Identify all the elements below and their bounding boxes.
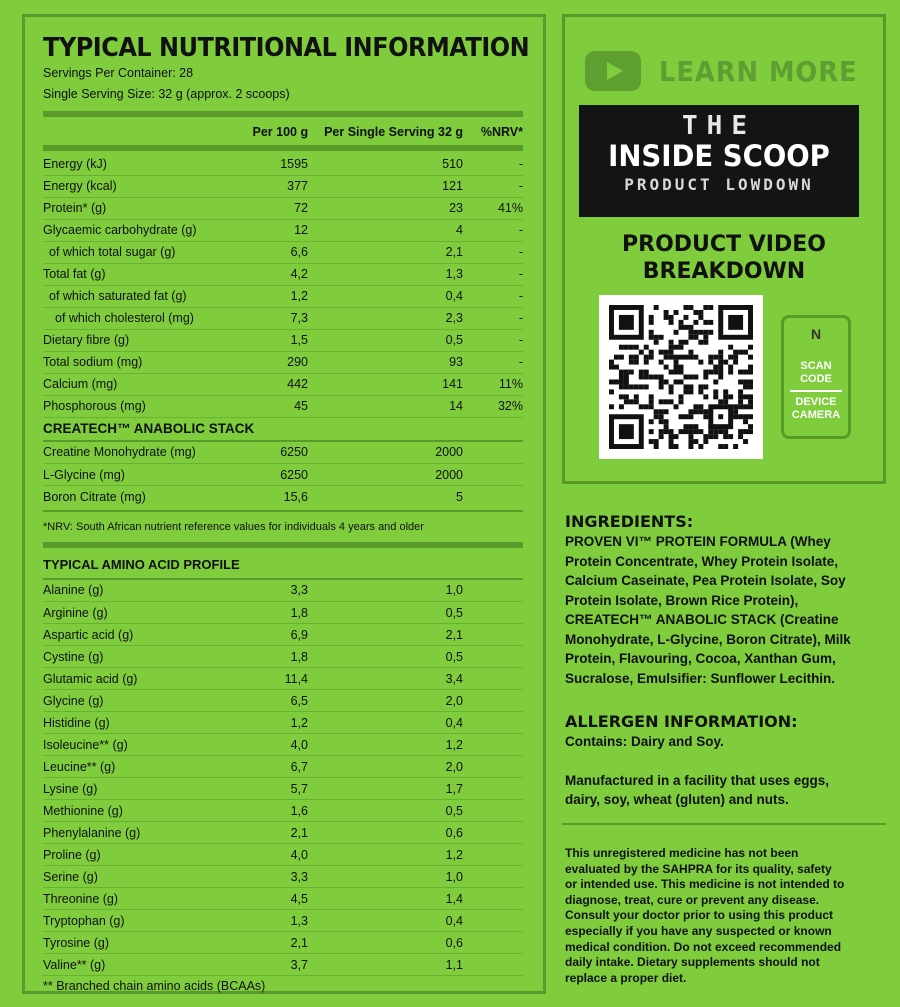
empty-cell (463, 602, 523, 624)
table-row (43, 464, 523, 486)
value-per-100g: 1,2 (253, 712, 308, 734)
table-row (43, 712, 523, 734)
amino-name: Tryptophan (g) (43, 910, 253, 932)
value-per-100g: 45 (253, 395, 308, 417)
table-row (43, 624, 523, 646)
value-per-100g: 12 (253, 219, 308, 241)
table-row (43, 822, 523, 844)
table-row (43, 668, 523, 690)
ingredients-line: Protein, Flavouring, Cocoa, Xanthan Gum, (565, 651, 836, 666)
value-per-100g: 6250 (253, 442, 308, 464)
scan-line-2: CODE (800, 373, 832, 385)
table-row (43, 153, 523, 175)
empty-cell (463, 690, 523, 712)
value-per-100g: 7,3 (253, 307, 308, 329)
table-row (43, 175, 523, 197)
empty-cell (463, 932, 523, 954)
table-row (43, 329, 523, 351)
value-per-serving: 1,2 (308, 734, 463, 756)
amino-name: Aspartic acid (g) (43, 624, 253, 646)
disclaimer-line: Consult your doctor prior to using this product (565, 908, 833, 923)
value-per-100g: 3,3 (253, 580, 308, 602)
ingredients-line: Protein Isolate, Brown Rice Protein), (565, 592, 799, 608)
nutrition-panel (22, 14, 546, 994)
amino-name: Leucine** (g) (43, 756, 253, 778)
empty-cell (463, 910, 523, 932)
video-line-1: PRODUCT VIDEO (622, 232, 826, 257)
table-row (43, 486, 523, 508)
value-per-serving: 1,1 (308, 954, 463, 976)
value-nrv: - (463, 307, 523, 329)
table-row (43, 756, 523, 778)
value-per-100g: 6,7 (253, 756, 308, 778)
header-blank (43, 121, 252, 143)
value-nrv: - (463, 175, 523, 197)
nutrient-name: Protein* (g) (43, 197, 253, 219)
video-breakdown-heading (565, 231, 883, 285)
disclaimer-text (565, 846, 890, 986)
table-row (43, 734, 523, 756)
value-per-100g: 3,7 (253, 954, 308, 976)
nutrient-name: Phosphorous (mg) (43, 395, 253, 417)
facility-line: Manufactured in a facility that uses eggs, (565, 772, 830, 788)
empty-cell (463, 580, 523, 602)
value-per-100g: 1,2 (253, 285, 308, 307)
ingredients-section (565, 512, 895, 810)
value-per-100g: 290 (253, 351, 308, 373)
phone-scan-icon (781, 315, 851, 439)
value-per-serving: 2000 (308, 442, 463, 464)
header-nrv: %NRV* (480, 125, 523, 139)
value-nrv: 32% (463, 395, 523, 417)
scoop-line-2: INSIDE SCOOP (608, 139, 830, 173)
bcaa-note: ** Branched chain amino acids (BCAAs) (43, 979, 266, 993)
facility-text (565, 771, 895, 810)
video-line-2: BREAKDOWN (642, 259, 806, 284)
nutrient-name: of which total sugar (g) (43, 241, 253, 263)
value-per-100g: 1,8 (253, 602, 308, 624)
empty-cell (463, 734, 523, 756)
value-per-serving: 0,5 (308, 646, 463, 668)
value-per-100g: 5,7 (253, 778, 308, 800)
device-line-2: CAMERA (791, 409, 841, 421)
table-row (43, 442, 523, 464)
table-row (43, 932, 523, 954)
value-per-100g: 6,9 (253, 624, 308, 646)
amino-name: Tyrosine (g) (43, 932, 253, 954)
value-nrv: - (463, 219, 523, 241)
table-row (43, 373, 523, 395)
value-per-100g: 2,1 (253, 822, 308, 844)
value-per-100g: 6,5 (253, 690, 308, 712)
ingredients-text (565, 532, 895, 688)
qr-code[interactable] (599, 295, 763, 459)
empty-cell (463, 464, 523, 486)
amino-name: Threonine (g) (43, 888, 253, 910)
nutrient-name: Dietary fibre (g) (43, 329, 253, 351)
amino-name: Valine** (g) (43, 954, 253, 976)
facility-line: dairy, soy, wheat (gluten) and nuts. (565, 792, 789, 807)
table-row (43, 285, 523, 307)
value-nrv: - (463, 241, 523, 263)
value-per-serving: 1,3 (308, 263, 463, 285)
phone-divider (790, 390, 842, 392)
empty-cell (463, 888, 523, 910)
value-nrv: - (463, 351, 523, 373)
nutrient-name: of which cholesterol (mg) (43, 307, 253, 329)
value-per-serving: 4 (308, 219, 463, 241)
table-row (43, 888, 523, 910)
amino-name: Histidine (g) (43, 712, 253, 734)
value-per-serving: 1,4 (308, 888, 463, 910)
value-per-100g: 11,4 (253, 668, 308, 690)
table-row (43, 602, 523, 624)
value-per-serving: 0,5 (308, 602, 463, 624)
value-nrv: - (463, 329, 523, 351)
scan-line-1: SCAN (800, 360, 832, 372)
table-row (43, 395, 523, 417)
divider-right (562, 823, 886, 825)
table-row (43, 307, 523, 329)
value-per-serving: 121 (308, 175, 463, 197)
amino-name: Glycine (g) (43, 690, 253, 712)
value-per-serving: 0,4 (308, 712, 463, 734)
allergen-text: Contains: Dairy and Soy. (565, 734, 724, 749)
scoop-line-1: THE (682, 111, 756, 141)
value-per-serving: 1,7 (308, 778, 463, 800)
disclaimer-line: medical condition. Do not exceed recommended (565, 939, 842, 954)
value-per-100g: 4,5 (253, 888, 308, 910)
table-row (43, 646, 523, 668)
empty-cell (463, 668, 523, 690)
amino-name: Serine (g) (43, 866, 253, 888)
value-per-100g: 4,2 (253, 263, 308, 285)
empty-cell (463, 844, 523, 866)
value-per-serving: 1,0 (308, 866, 463, 888)
ingredients-line: CREATECH™ ANABOLIC STACK (Creatine (565, 612, 839, 627)
amino-title: TYPICAL AMINO ACID PROFILE (43, 556, 240, 572)
table-row (43, 351, 523, 373)
value-per-serving: 3,4 (308, 668, 463, 690)
ingredient-name: Boron Citrate (mg) (43, 489, 146, 504)
value-per-serving: 0,4 (308, 910, 463, 932)
value-nrv: 41% (463, 197, 523, 219)
scoop-line-3: PRODUCT LOWDOWN (624, 175, 814, 194)
value-per-serving: 1,2 (308, 844, 463, 866)
empty-cell (463, 954, 523, 976)
servings-per-container: Servings Per Container: 28 (43, 66, 194, 80)
brand-logo-icon: N (810, 326, 822, 342)
table-row (43, 778, 523, 800)
nutrition-table (43, 121, 523, 143)
amino-name: Cystine (g) (43, 646, 253, 668)
value-per-serving: 1,0 (308, 580, 463, 602)
empty-cell (463, 442, 523, 464)
empty-cell (463, 646, 523, 668)
amino-name: Proline (g) (43, 844, 253, 866)
value-per-100g: 4,0 (253, 734, 308, 756)
empty-cell (463, 778, 523, 800)
table-row (43, 844, 523, 866)
divider-thick (43, 111, 523, 117)
value-per-serving: 2,3 (308, 307, 463, 329)
value-per-serving: 2,0 (308, 690, 463, 712)
nutrient-name: Calcium (mg) (43, 373, 253, 395)
value-per-100g: 72 (253, 197, 308, 219)
value-per-serving: 2,1 (308, 624, 463, 646)
ingredients-heading: INGREDIENTS: (565, 512, 694, 531)
promo-panel (562, 14, 886, 484)
allergen-heading: ALLERGEN INFORMATION: (565, 712, 798, 731)
stack-title: CREATECH™ ANABOLIC STACK (43, 420, 255, 436)
empty-cell (463, 624, 523, 646)
header-per-serving: Per Single Serving 32 g (324, 125, 464, 139)
value-per-100g: 4,0 (253, 844, 308, 866)
empty-cell (463, 756, 523, 778)
value-per-serving: 2000 (308, 464, 463, 486)
nutrition-rows (43, 153, 523, 418)
value-per-100g: 6,6 (253, 241, 308, 263)
disclaimer-line: especially if you have any suspected or known (565, 923, 832, 938)
amino-name: Methionine (g) (43, 800, 253, 822)
table-row (43, 580, 523, 602)
value-per-serving: 0,6 (308, 822, 463, 844)
amino-name: Phenylalanine (g) (43, 822, 253, 844)
table-row (43, 690, 523, 712)
disclaimer-line: or intended use. This medicine is not intended to (565, 877, 845, 892)
divider-thick (43, 145, 523, 151)
stack-rows (43, 442, 523, 508)
value-per-100g: 442 (253, 373, 308, 395)
table-row (43, 954, 523, 976)
ingredients-line: Protein Concentrate, Whey Protein Isolate, (565, 553, 839, 569)
nutrient-name: of which saturated fat (g) (43, 285, 253, 307)
header-per-100g: Per 100 g (252, 125, 309, 139)
device-line-1: DEVICE (795, 396, 837, 408)
nutrient-name: Energy (kJ) (43, 153, 253, 175)
value-per-100g: 1,8 (253, 646, 308, 668)
value-per-serving: 2,1 (308, 241, 463, 263)
amino-name: Glutamic acid (g) (43, 668, 253, 690)
value-per-100g: 1,3 (253, 910, 308, 932)
value-per-100g: 3,3 (253, 866, 308, 888)
value-per-serving: 0,5 (308, 800, 463, 822)
value-per-serving: 510 (308, 153, 463, 175)
nrv-note: *NRV: South African nutrient reference values for individuals 4 years and older (43, 520, 424, 533)
serving-size: Single Serving Size: 32 g (approx. 2 scoops) (43, 87, 290, 101)
disclaimer-line: evaluated by the SAHPRA for its quality, safety (565, 861, 832, 876)
inside-scoop-banner (579, 105, 859, 217)
value-per-100g: 2,1 (253, 932, 308, 954)
table-row (43, 197, 523, 219)
nutrient-name: Total sodium (mg) (43, 351, 253, 373)
value-nrv: 11% (463, 373, 523, 395)
ingredient-name: Creatine Monohydrate (mg) (43, 442, 253, 464)
empty-cell (463, 712, 523, 734)
value-per-100g: 1,6 (253, 800, 308, 822)
qr-code-icon (609, 305, 753, 449)
table-row (43, 910, 523, 932)
amino-name: Isoleucine** (g) (43, 734, 253, 756)
value-per-serving: 141 (308, 373, 463, 395)
value-per-serving: 23 (308, 197, 463, 219)
table-row (43, 241, 523, 263)
disclaimer-line: replace a proper diet. (565, 970, 687, 985)
amino-name: Arginine (g) (43, 602, 253, 624)
disclaimer-line: daily intake. Dietary supplements should not (565, 955, 820, 970)
ingredients-line: Monohydrate, L-Glycine, Boron Citrate), Milk (565, 631, 851, 647)
value-nrv: - (463, 285, 523, 307)
divider-thick (43, 542, 523, 548)
empty-cell (463, 486, 523, 508)
empty-cell (463, 800, 523, 822)
ingredients-line: Calcium Caseinate, Pea Protein Isolate, Soy (565, 573, 846, 588)
ingredient-name: L-Glycine (mg) (43, 464, 253, 486)
value-per-100g: 1595 (253, 153, 308, 175)
table-row (43, 800, 523, 822)
value-per-100g: 1,5 (253, 329, 308, 351)
nutrient-name: Energy (kcal) (43, 175, 253, 197)
value-per-serving: 93 (308, 351, 463, 373)
value-per-serving: 0,6 (308, 932, 463, 954)
value-per-serving: 0,4 (308, 285, 463, 307)
learn-more-label[interactable]: LEARN MORE (659, 54, 858, 88)
value-per-serving: 14 (308, 395, 463, 417)
ingredients-line: Sucralose, Emulsifier: Sunflower Lecithin. (565, 670, 836, 686)
ingredients-line: PROVEN VI™ PROTEIN FORMULA (Whey (565, 534, 831, 549)
nutrition-title: TYPICAL NUTRITIONAL INFORMATION (43, 33, 530, 63)
value-per-serving: 2,0 (308, 756, 463, 778)
disclaimer-line: This unregistered medicine has not been (565, 846, 799, 860)
amino-name: Lysine (g) (43, 778, 253, 800)
table-row (43, 219, 523, 241)
nutrition-header-row (43, 121, 523, 143)
amino-name: Alanine (g) (43, 580, 253, 602)
amino-rows (43, 580, 523, 977)
value-nrv: - (463, 263, 523, 285)
value-nrv: - (463, 153, 523, 175)
youtube-play-icon[interactable] (585, 51, 641, 91)
nutrient-name: Total fat (g) (43, 263, 253, 285)
value-per-100g: 15,6 (283, 489, 308, 504)
table-row (43, 263, 523, 285)
value-per-serving: 0,5 (308, 329, 463, 351)
value-per-serving: 5 (456, 489, 463, 504)
value-per-100g: 377 (253, 175, 308, 197)
nutrient-name: Glycaemic carbohydrate (g) (43, 219, 253, 241)
table-row (43, 866, 523, 888)
disclaimer-line: diagnose, treat, cure or prevent any disease. (565, 892, 820, 907)
empty-cell (463, 822, 523, 844)
value-per-100g: 6250 (253, 464, 308, 486)
empty-cell (463, 866, 523, 888)
learn-more-link[interactable] (585, 51, 875, 91)
